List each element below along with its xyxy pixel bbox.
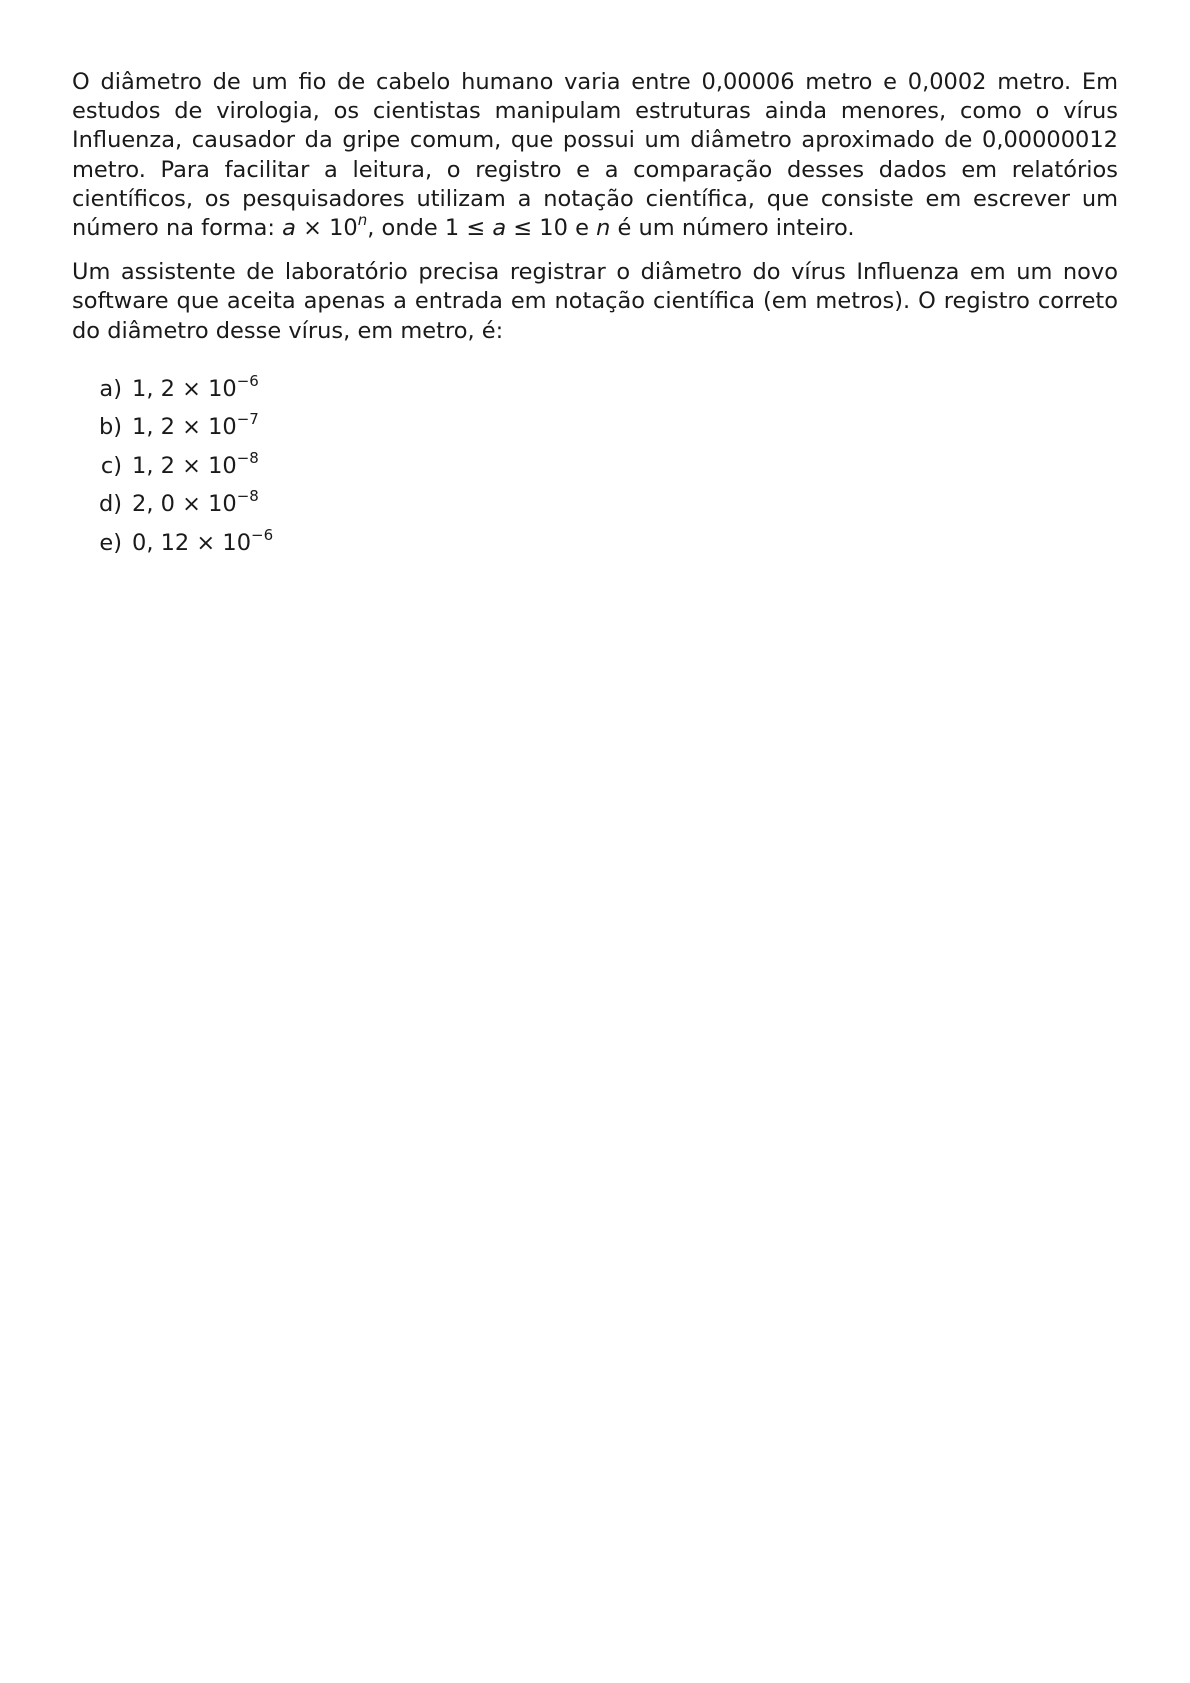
question-prompt-paragraph: Um assistente de laboratório precisa registrar o diâmetro do vírus Influenza em um novo software que aceita apenas a entrada em notação científica (em metros). O registro correto do diâmetro desse vírus, em metro, é: <box>72 259 1118 344</box>
answer-option-d[interactable] <box>72 485 1118 524</box>
option-value <box>132 408 259 447</box>
option-value <box>132 447 259 486</box>
question-context-paragraph <box>72 68 1118 243</box>
option-exponent: −6 <box>251 525 274 544</box>
answer-option-b[interactable] <box>72 408 1118 447</box>
option-mantissa: 1, 2 × 10 <box>132 414 237 441</box>
variable-n: n <box>596 215 611 242</box>
condition-text: , onde 1 ≤ <box>367 215 493 242</box>
option-letter: d) <box>98 491 122 518</box>
condition-text-2: ≤ 10 e <box>506 215 597 242</box>
option-mantissa: 2, 0 × 10 <box>132 491 237 518</box>
option-mantissa: 1, 2 × 10 <box>132 375 237 402</box>
option-value <box>132 485 259 524</box>
option-letter: e) <box>99 529 122 556</box>
times-ten: × 10 <box>295 215 358 242</box>
condition-text-3: é um número inteiro. <box>610 215 855 242</box>
option-mantissa: 0, 12 × 10 <box>132 529 252 556</box>
answer-option-a[interactable] <box>72 370 1118 409</box>
answer-option-e[interactable] <box>72 524 1118 563</box>
option-letter: a) <box>99 375 122 402</box>
option-value <box>132 370 259 409</box>
option-exponent: −8 <box>236 448 259 467</box>
variable-a: a <box>282 215 296 242</box>
option-exponent: −7 <box>236 410 259 429</box>
answer-option-c[interactable] <box>72 447 1118 486</box>
question-page <box>72 68 1118 562</box>
answer-options-list <box>72 370 1118 563</box>
option-exponent: −8 <box>236 487 259 506</box>
variable-a-condition: a <box>492 215 507 242</box>
context-text: O diâmetro de um fio de cabelo humano varia entre 0,00006 metro e 0,0002 metro. Em estudos de virologia, os cientistas manipulam estruturas ainda menores, como o vírus Influenza, causador da gripe comum, que possui um diâmetro aproximado de 0,00000012 metro. Para facilitar a leitura, o registro e a comparação desses dados em relatórios científicos, os pesquisadores utilizam a notação científica, que consiste em escrever um número na forma: <box>72 69 1118 242</box>
exponent-n: n <box>357 211 368 230</box>
option-letter: b) <box>98 414 122 441</box>
option-value <box>132 524 273 563</box>
option-mantissa: 1, 2 × 10 <box>132 452 237 479</box>
option-letter: c) <box>100 452 122 479</box>
option-exponent: −6 <box>236 371 259 390</box>
